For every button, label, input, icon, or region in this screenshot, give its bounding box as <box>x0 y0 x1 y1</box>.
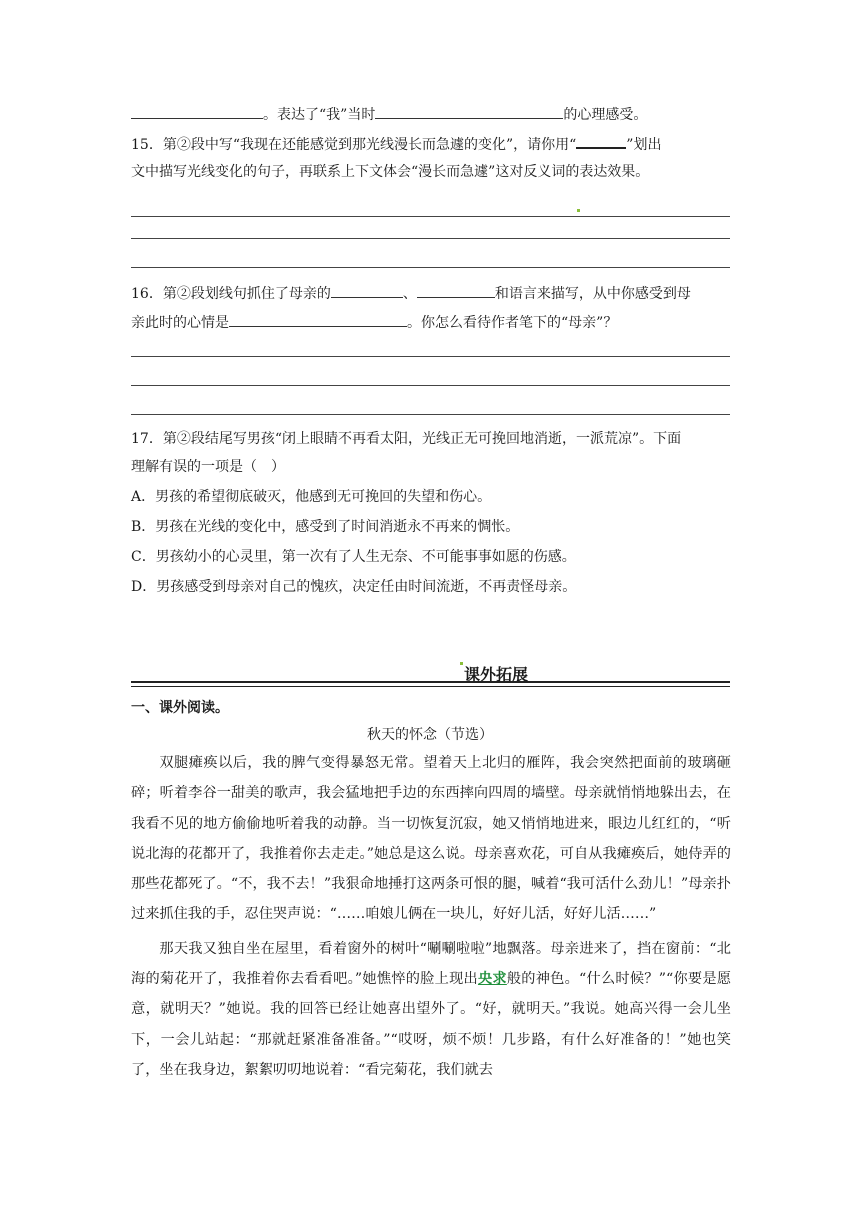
answer-line[interactable] <box>131 356 730 357</box>
green-marker <box>577 209 580 212</box>
underline-sample <box>576 132 626 149</box>
essay-paragraph-1: 双腿瘫痪以后，我的脾气变得暴怒无常。望着天上北归的雁阵，我会突然把面前的玻璃砸碎；听着李谷一甜美的歌声，我会猛地把手边的东西摔向四周的墙壁。母亲就悄悄地躲出去，在我看不见的地方偷偷地听着我的动静。当一切恢复沉寂，她又悄悄地进来，眼边儿红红的，“听说北海的花都开了，我推着你去走走。”她总是这么说。母亲喜欢花，可自从我瘫痪后，她侍弄的那些花都死了。“不，我不去！”我狠命地捶打这两条可恨的腿，喊着“我可活什么劲儿！”母亲扑过来抓住我的手，忍住哭声说：“……咱娘儿俩在一块儿，好好儿活，好好儿活……” <box>131 755 731 923</box>
q14-text-1: 。表达了“我”当时 <box>263 107 376 123</box>
highlighted-word: 央求 <box>477 971 507 988</box>
answer-blank[interactable] <box>229 311 407 327</box>
q16-text-c: 和语言来描写，从中你感受到母 <box>494 286 691 302</box>
question-14-tail <box>131 103 731 126</box>
sub-section-title: 一、课外阅读。 <box>131 700 229 716</box>
question-15-line-2: 文中描写光线变化的句子，再联系上下文体会“漫长而急遽”这对反义词的表达效果。 <box>131 164 650 180</box>
q16-text-d: 亲此时的心情是 <box>131 315 229 331</box>
question-16-line-1 <box>131 282 731 305</box>
answer-blank[interactable] <box>375 103 563 119</box>
answer-line[interactable] <box>131 216 730 217</box>
option-c[interactable]: C．男孩幼小的心灵里，第一次有了人生无奈、不可能事事如愿的伤感。 <box>131 549 576 565</box>
q14-text-2: 的心理感受。 <box>563 107 648 123</box>
question-17-line-2: 理解有误的一项是（ ） <box>131 459 285 475</box>
section-title-text: 课外拓展 <box>464 665 529 684</box>
option-a[interactable]: A．男孩的希望彻底破灭，他感到无可挽回的失望和伤心。 <box>131 489 492 505</box>
q16-text-b: 、 <box>402 286 417 302</box>
green-marker <box>460 662 463 665</box>
answer-line[interactable] <box>131 414 730 415</box>
answer-line[interactable] <box>131 385 730 386</box>
p2-text-b: 般的神色。“什么时候？”“你要是愿意，就明天？”她说。我的回答已经让她喜出望外了。“好，就明天。”我说。她高兴得一会儿坐下，一会儿站起：“那就赶紧准备准备。”“哎呀，烦不烦！几步路，有什么好准备的！”她也笑了，坐在我身边，絮絮叨叨地说着：“看完菊花，我们就去 <box>131 971 732 1078</box>
q16-text-e: 。你怎么看待作者笔下的“母亲”？ <box>407 315 618 331</box>
q16-text-a: 16．第②段划线句抓住了母亲的 <box>131 286 331 302</box>
answer-line[interactable] <box>131 267 730 268</box>
option-d[interactable]: D．男孩感受到母亲对自己的愧疚，决定任由时间流逝，不再责怪母亲。 <box>131 579 577 595</box>
option-b[interactable]: B．男孩在光线的变化中，感受到了时间消逝永不再来的惆怅。 <box>131 519 520 535</box>
q15-text-a: 15．第②段中写“我现在还能感觉到那光线漫长而急遽的变化”，请你用“ <box>131 137 577 153</box>
answer-blank[interactable] <box>131 103 263 119</box>
question-17-line-1: 17．第②段结尾写男孩“闭上眼睛不再看太阳，光线正无可挽回地消逝，一派荒凉”。下面 <box>131 431 682 447</box>
answer-blank[interactable] <box>331 282 403 298</box>
essay-paragraph-2 <box>131 934 731 1085</box>
essay-title: 秋天的怀念（节选） <box>367 727 493 743</box>
p2-text-a: 那天我又独自坐在屋里，看着窗外的树叶“唰唰啦啦”地飘落。母亲进来了，挡在窗前：“北海的菊花开了，我推着你去看看吧。”她憔悴的脸上现出 <box>131 940 731 988</box>
question-15-line-1 <box>131 132 731 156</box>
answer-blank[interactable] <box>417 282 495 298</box>
question-16-line-2 <box>131 311 731 334</box>
essay-body <box>131 748 731 1085</box>
answer-line[interactable] <box>131 238 730 239</box>
section-rule <box>131 681 730 687</box>
q15-text-b: ”划出 <box>626 137 662 153</box>
